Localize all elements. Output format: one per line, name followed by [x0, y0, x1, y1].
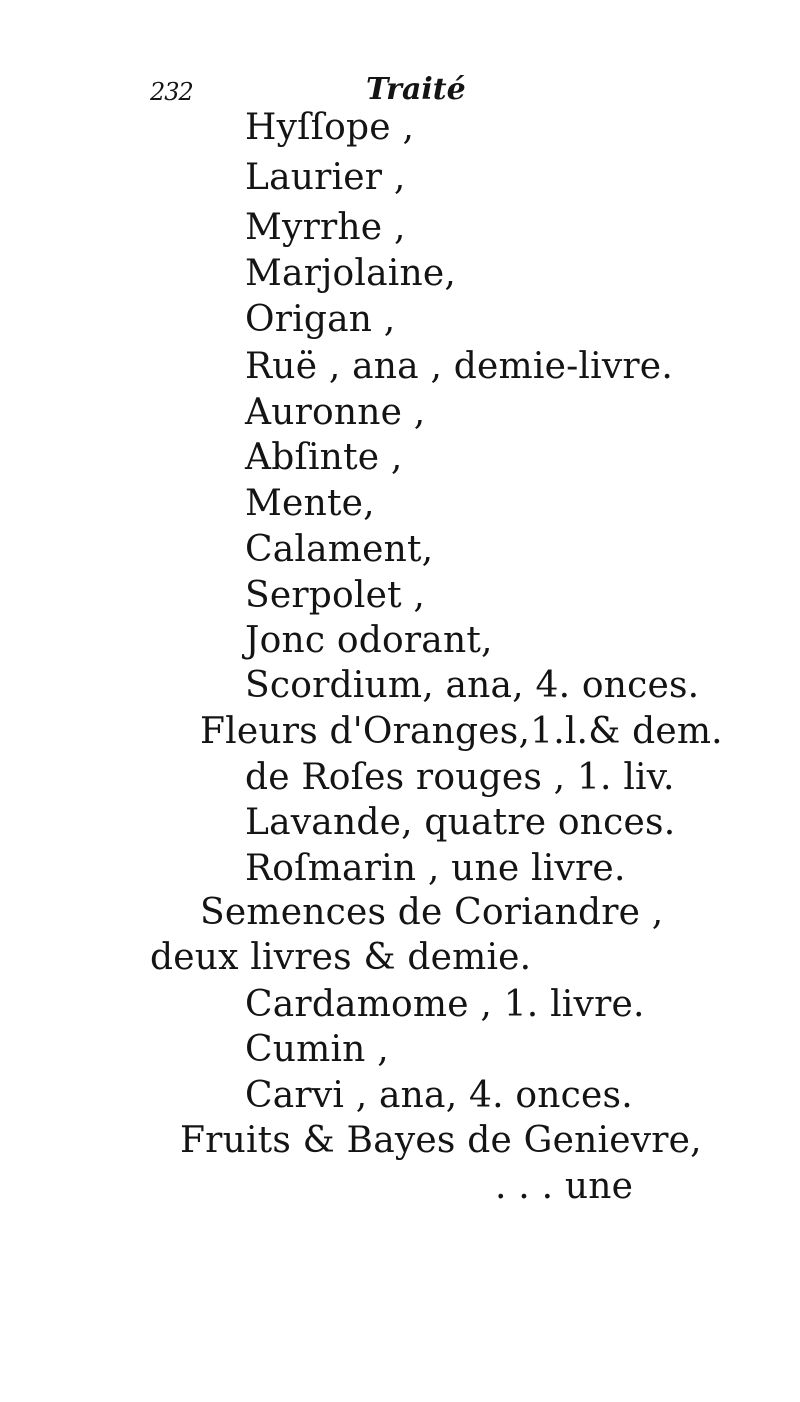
page-header: [0, 72, 800, 112]
text-line: Hyſſope ,: [245, 107, 415, 148]
text-line: Scordium, ana, 4. onces.: [245, 665, 700, 706]
text-line: Fruits & Bayes de Genievre,: [180, 1120, 702, 1161]
text-line: Myrrhe ,: [245, 207, 406, 248]
text-line: deux livres & demie.: [150, 937, 532, 978]
text-line: Auronne ,: [245, 392, 426, 433]
text-line: Ruë , ana , demie-livre.: [245, 346, 673, 387]
page-number: 232: [150, 78, 193, 106]
text-line: Cumin ,: [245, 1029, 389, 1070]
running-title: Traité: [366, 72, 466, 107]
text-line: Serpolet ,: [245, 575, 426, 616]
text-line: Laurier ,: [245, 157, 406, 198]
text-line: Marjolaine,: [245, 253, 456, 294]
text-line: Mente,: [245, 483, 375, 524]
text-line: Jonc odorant,: [245, 620, 493, 661]
text-line: Cardamome , 1. livre.: [245, 984, 645, 1025]
text-line: Roſmarin , une livre.: [245, 848, 626, 889]
text-line: de Roſes rouges , 1. liv.: [245, 757, 675, 798]
text-line: Origan ,: [245, 299, 396, 340]
text-line: Abſinte ,: [245, 437, 403, 478]
text-line: Semences de Coriandre ,: [200, 892, 664, 933]
text-line: Lavande, quatre onces.: [245, 802, 676, 843]
text-line: Calament,: [245, 529, 434, 570]
text-line: Fleurs d'Oranges,1.l.& dem.: [200, 711, 723, 752]
catchword: . . . une: [495, 1166, 634, 1207]
text-line: Carvi , ana, 4. onces.: [245, 1075, 633, 1116]
